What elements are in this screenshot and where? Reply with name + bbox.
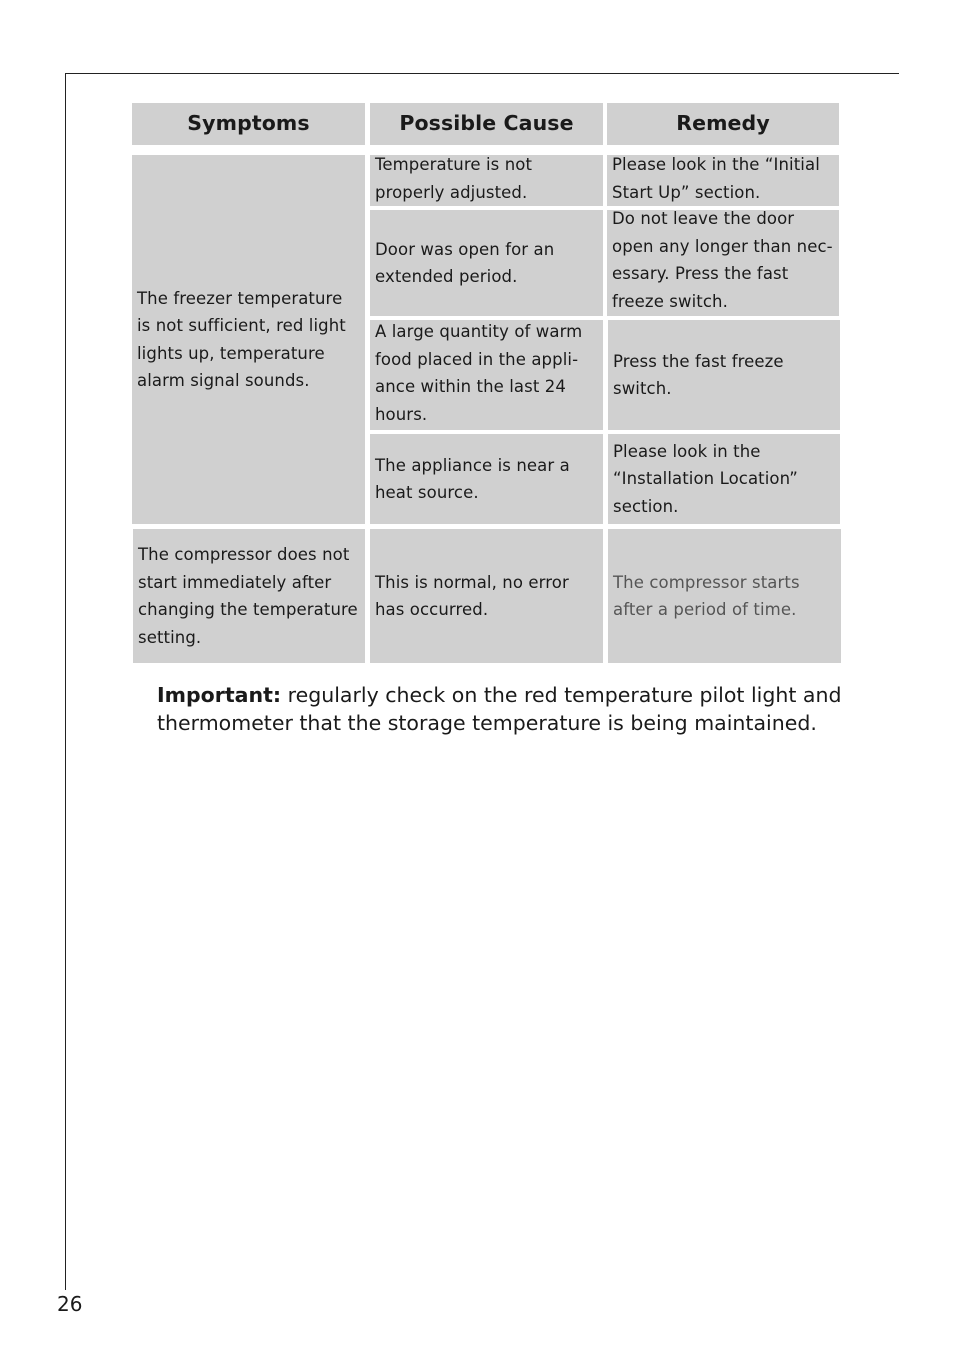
top-rule xyxy=(66,73,899,74)
left-rule xyxy=(65,73,66,1290)
remedy-cell xyxy=(607,210,839,316)
remedy-cell xyxy=(608,529,841,663)
header-remedy xyxy=(607,103,839,145)
header-cause-label: Possible Cause xyxy=(399,111,574,136)
cause-text: A large quantity of warm food placed in the appli-ance within the last 24 hours. xyxy=(375,322,583,424)
cause-cell xyxy=(370,155,603,206)
remedy-text: The compressor starts after a period of time. xyxy=(613,572,800,619)
important-note xyxy=(157,681,847,737)
cause-text: The appliance is near a heat source. xyxy=(375,455,570,502)
remedy-text: Press the fast freeze switch. xyxy=(613,351,784,398)
symptom-text: The compressor does not start immediately after changing the temperature setting. xyxy=(138,545,358,647)
cause-cell xyxy=(370,434,603,524)
cause-text: Door was open for an extended period. xyxy=(375,239,555,286)
header-remedy-label: Remedy xyxy=(676,111,770,136)
header-symptoms xyxy=(132,103,365,145)
header-symptoms-label: Symptoms xyxy=(187,111,310,136)
symptom-freezer-temperature xyxy=(132,155,365,524)
cause-cell xyxy=(370,210,603,316)
important-label: Important: xyxy=(157,683,282,707)
cause-cell xyxy=(370,320,603,430)
page-number: 26 xyxy=(57,1292,83,1316)
cause-text: This is normal, no error has occurred. xyxy=(375,572,569,619)
remedy-cell xyxy=(608,434,840,524)
remedy-cell xyxy=(607,155,839,206)
remedy-text: Do not leave the door open any longer than nec-essary. Press the fast freeze switch. xyxy=(612,209,833,311)
remedy-text: Please look in the “Initial Start Up” section. xyxy=(612,155,820,202)
cause-text: Temperature is not properly adjusted. xyxy=(375,155,533,202)
important-text: regularly check on the red temperature pilot light and thermometer that the storage temperature is being maintained. xyxy=(157,683,842,735)
header-possible-cause xyxy=(370,103,603,145)
symptom-text: The freezer temperature is not sufficient, red light lights up, temperature alarm signal sounds. xyxy=(137,288,346,390)
symptom-compressor xyxy=(133,529,365,663)
cause-cell xyxy=(370,529,603,663)
remedy-text: Please look in the “Installation Location” section. xyxy=(613,441,798,516)
remedy-cell xyxy=(608,320,840,430)
